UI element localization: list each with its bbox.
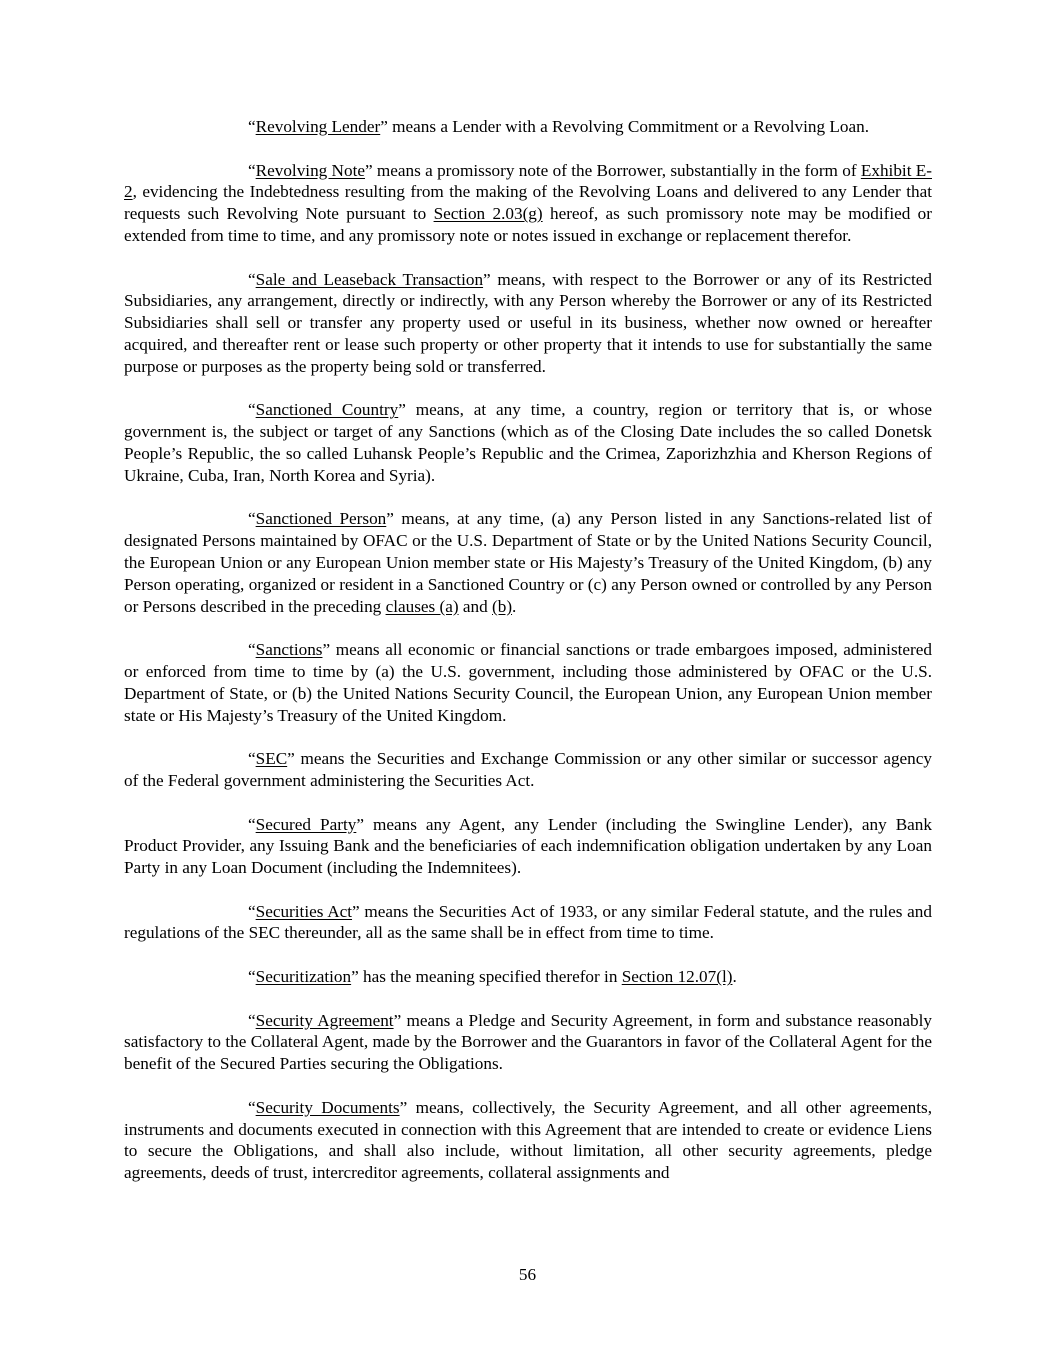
defined-term: Sanctions: [255, 640, 323, 660]
paragraph-text: “: [248, 749, 256, 769]
paragraph-text: .: [512, 596, 517, 616]
paragraph-text: ” means a promissory note of the Borrower, substantially in the form of: [364, 160, 861, 180]
paragraph-text: “: [248, 901, 256, 921]
paragraph-text: ” means all economic or financial sanctions or trade embargoes imposed, administered or enforced from time to time by (a) the U.S. government, including those administered by OFAC or the U.S. Department of State, or (b) the United Nations Security Council, the European Union, any European Union member state or His Majesty’s Treasury of the United Kingdom.: [124, 640, 932, 725]
paragraph-text: ” means, collectively, the Security Agreement, and all other agreements, instruments and documents executed in connection with this Agreement that are intended to create or evidence Liens to secure the Obligations, and shall also include, without limitation, all other security agreements, pledge agreements, deeds of trust, intercreditor agreements, collateral assignments and: [124, 1097, 933, 1183]
paragraph-text: “: [248, 400, 256, 420]
paragraph-text: ” means a Pledge and Security Agreement, in form and substance reasonably satisfactory to the Collateral Agent, made by the Borrower and the Guarantors in favor of the Collateral Agent for the benefit of the Secured Parties securing the Obligations.: [124, 1010, 932, 1074]
paragraph-text: “: [248, 160, 256, 180]
paragraph-text: ” means, with respect to the Borrower or any of its Restricted Subsidiaries, any arrangement, directly or indirectly, with any Person whereby the Borrower or any of its Restricted Subsidiaries shall sell or transfer any property used or useful in its business, whether now owned or hereafter acquired, and thereafter rent or lease such property or other property that it intends to use for substantially the same purpose or purposes as the property being sold or transferred.: [124, 269, 932, 376]
paragraph-text: ” means a Lender with a Revolving Commitment or a Revolving Loan.: [380, 117, 869, 136]
paragraph-text: ” has the meaning specified therefor in: [351, 967, 622, 987]
definition-sale-and-leaseback-transaction: [124, 269, 932, 378]
defined-term: Section 12.07(l): [621, 967, 733, 987]
defined-term: Sanctioned Person: [255, 509, 387, 529]
definition-sec: [124, 748, 932, 792]
paragraph-text: “: [248, 640, 256, 660]
paragraph-text: “: [248, 509, 256, 529]
defined-term: SEC: [255, 749, 288, 769]
paragraph-text: “: [248, 1097, 256, 1117]
paragraph-text: “: [248, 269, 256, 289]
paragraph-text: “: [248, 814, 256, 834]
defined-term: Sale and Leaseback Transaction: [255, 269, 484, 289]
paragraph-text: hereof, as such promissory note may be modified or extended from time to time, and any promissory note or notes issued in exchange or replacement therefor.: [124, 204, 932, 245]
definition-securities-act: [124, 901, 932, 945]
paragraph-text: .: [732, 967, 737, 987]
defined-term: Securities Act: [255, 901, 353, 921]
defined-term: Secured Party: [255, 814, 357, 834]
definition-security-documents: [124, 1097, 932, 1184]
defined-term: Sanctioned Country: [255, 400, 399, 420]
paragraph-text: ” means, at any time, a country, region or territory that is, or whose government is, the subject or target of any Sanctions (which as of the Closing Date includes the so called Donetsk People’s Republic, the so called Luhansk People’s Republic and the Crimea, Zaporizhzhia and Kherson Regions of Ukraine, Cuba, Iran, North Korea and Syria).: [124, 400, 932, 485]
paragraph-text: , evidencing the Indebtedness resulting from the making of the Revolving Loans and delivered to any Lender that requests such Revolving Note pursuant to: [124, 182, 932, 224]
paragraph-text: ” means, at any time, (a) any Person listed in any Sanctions-related list of designated Persons maintained by OFAC or the U.S. Department of State or by the United Nations Security Council, the European Union or any European Union member state or His Majesty’s Treasury of the United Kingdom, (b) any Person operating, organized or resident in a Sanctioned Country or (c) any Person owned or controlled by any Person or Persons described in the preceding: [124, 509, 932, 616]
definition-revolving-note: [124, 160, 932, 247]
definition-securitization: [124, 966, 932, 988]
paragraph-text: ” means the Securities and Exchange Commission or any other similar or successor agency of the Federal government administering the Securities Act.: [124, 749, 932, 790]
defined-term: Section 2.03(g): [433, 204, 543, 224]
definition-sanctions: [124, 639, 932, 726]
defined-term: clauses (a): [385, 596, 459, 616]
defined-term: (b): [492, 596, 513, 616]
defined-term: Revolving Note: [255, 160, 365, 180]
paragraph-text: “: [248, 117, 256, 136]
definition-sanctioned-country: [124, 399, 932, 486]
paragraph-text: and: [458, 596, 492, 616]
definition-sanctioned-person: [124, 508, 932, 617]
definition-secured-party: [124, 814, 932, 879]
paragraph-text: “: [248, 967, 256, 987]
page-number: 56: [518, 1265, 537, 1284]
paragraph-text: “: [248, 1010, 256, 1030]
defined-term: Security Agreement: [255, 1010, 394, 1030]
definition-security-agreement: [124, 1010, 932, 1075]
paragraph-text: ” means any Agent, any Lender (including the Swingline Lender), any Bank Product Provider, any Issuing Bank and the beneficiaries of each indemnification obligation undertaken by any Loan Party in any Loan Document (including the Indemnitees).: [124, 814, 932, 878]
definition-revolving-lender: [124, 116, 932, 138]
defined-term: Revolving Lender: [255, 117, 381, 136]
defined-term: Securitization: [255, 967, 352, 987]
definitions-section: [124, 116, 932, 1184]
paragraph-text: ” means the Securities Act of 1933, or any similar Federal statute, and the rules and regulations of the SEC thereunder, all as the same shall be in effect from time to time.: [124, 901, 932, 943]
defined-term: Security Documents: [255, 1097, 400, 1117]
defined-term: Exhibit E-2: [124, 160, 932, 202]
